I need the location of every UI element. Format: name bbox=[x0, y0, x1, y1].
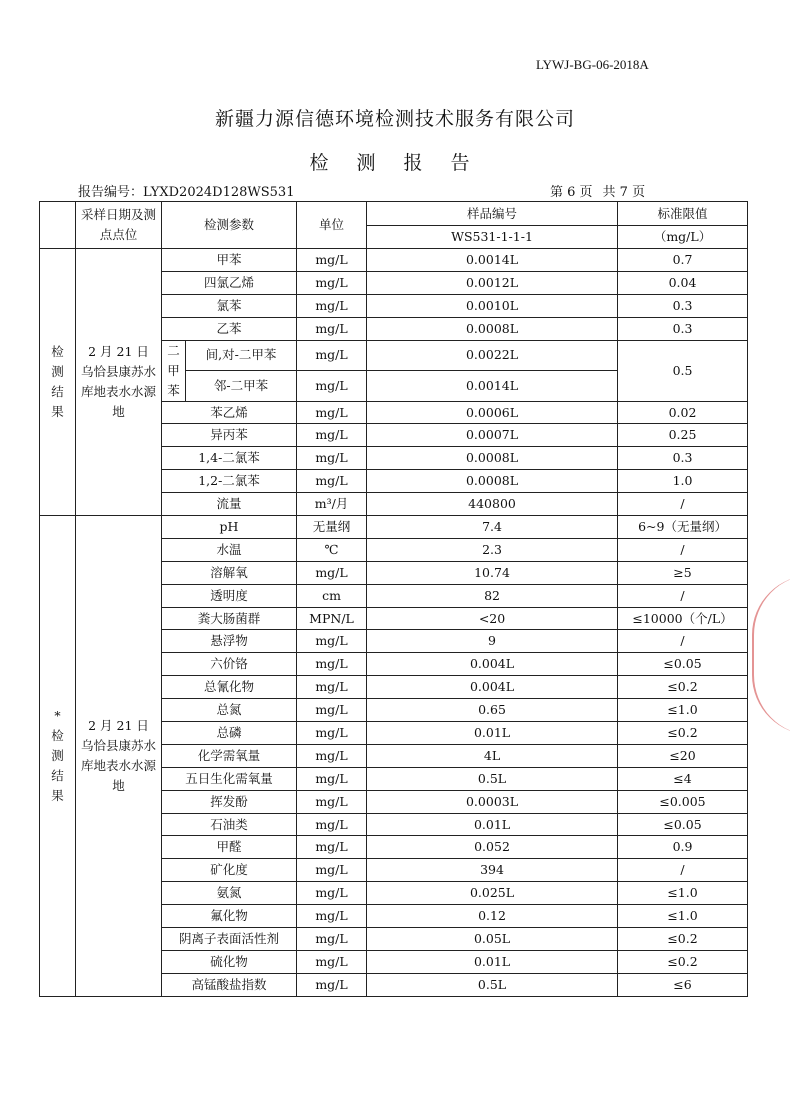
unit-cell: 无量纲 bbox=[297, 516, 367, 539]
unit-cell: mg/L bbox=[297, 813, 367, 836]
value-cell: 0.01L bbox=[367, 722, 618, 745]
unit-cell: mg/L bbox=[297, 317, 367, 340]
limit-cell: ≤4 bbox=[618, 767, 748, 790]
unit-cell: mg/L bbox=[297, 561, 367, 584]
param-cell: 氯苯 bbox=[162, 294, 297, 317]
unit-cell: mg/L bbox=[297, 950, 367, 973]
results-table bbox=[39, 201, 748, 997]
limit-cell: ≤0.2 bbox=[618, 928, 748, 951]
header-sample-no: 样品编号 bbox=[367, 202, 618, 226]
value-cell: 0.12 bbox=[367, 905, 618, 928]
limit-cell: / bbox=[618, 859, 748, 882]
unit-cell: mg/L bbox=[297, 653, 367, 676]
param-cell: 甲苯 bbox=[162, 249, 297, 272]
section1-label bbox=[40, 249, 76, 516]
unit-cell: mg/L bbox=[297, 973, 367, 996]
param-cell: 苯乙烯 bbox=[162, 401, 297, 424]
value-cell: 0.05L bbox=[367, 928, 618, 951]
param-cell: 乙苯 bbox=[162, 317, 297, 340]
value-cell: 0.004L bbox=[367, 676, 618, 699]
unit-cell: mg/L bbox=[297, 424, 367, 447]
header-limit-unit: （mg/L） bbox=[618, 226, 748, 249]
limit-cell: ≤0.2 bbox=[618, 676, 748, 699]
unit-cell: m³/月 bbox=[297, 493, 367, 516]
limit-cell: 0.02 bbox=[618, 401, 748, 424]
header-sample-id: WS531-1-1-1 bbox=[367, 226, 618, 249]
value-cell: 0.0008L bbox=[367, 317, 618, 340]
param-cell: 甲醛 bbox=[162, 836, 297, 859]
unit-cell: mg/L bbox=[297, 271, 367, 294]
header-blank-cell bbox=[40, 202, 76, 249]
param-cell: pH bbox=[162, 516, 297, 539]
value-cell: 0.01L bbox=[367, 813, 618, 836]
param-cell: 1,4-二氯苯 bbox=[162, 447, 297, 470]
unit-cell: mg/L bbox=[297, 905, 367, 928]
limit-cell: / bbox=[618, 630, 748, 653]
limit-cell: ≤0.2 bbox=[618, 722, 748, 745]
param-cell: 总氰化物 bbox=[162, 676, 297, 699]
limit-cell: ≤0.05 bbox=[618, 653, 748, 676]
total-pages: 共 7 页 bbox=[602, 185, 646, 200]
unit-cell: mg/L bbox=[297, 401, 367, 424]
unit-cell: mg/L bbox=[297, 790, 367, 813]
unit-cell: ℃ bbox=[297, 538, 367, 561]
value-cell: 10.74 bbox=[367, 561, 618, 584]
unit-cell: mg/L bbox=[297, 722, 367, 745]
value-cell: 0.01L bbox=[367, 950, 618, 973]
unit-cell: mg/L bbox=[297, 371, 367, 402]
limit-cell: ≤1.0 bbox=[618, 882, 748, 905]
limit-cell: 0.3 bbox=[618, 447, 748, 470]
param-cell: 透明度 bbox=[162, 584, 297, 607]
param-cell: 水温 bbox=[162, 538, 297, 561]
param-cell: 邻-二甲苯 bbox=[186, 371, 297, 402]
param-cell: 石油类 bbox=[162, 813, 297, 836]
value-cell: 82 bbox=[367, 584, 618, 607]
param-cell: 矿化度 bbox=[162, 859, 297, 882]
limit-cell: ≤1.0 bbox=[618, 699, 748, 722]
limit-cell: ≤0.005 bbox=[618, 790, 748, 813]
value-cell: 0.0022L bbox=[367, 340, 618, 371]
limit-cell: 0.3 bbox=[618, 294, 748, 317]
param-cell: 化学需氧量 bbox=[162, 744, 297, 767]
limit-cell: ≤0.05 bbox=[618, 813, 748, 836]
param-cell: 挥发酚 bbox=[162, 790, 297, 813]
table-row bbox=[40, 249, 748, 272]
value-cell: 0.025L bbox=[367, 882, 618, 905]
value-cell: 0.0010L bbox=[367, 294, 618, 317]
value-cell: 0.65 bbox=[367, 699, 618, 722]
unit-cell: mg/L bbox=[297, 767, 367, 790]
param-cell: 高锰酸盐指数 bbox=[162, 973, 297, 996]
report-number: 报告编号：LYXD2024D128WS531 bbox=[78, 185, 295, 200]
unit-cell: mg/L bbox=[297, 249, 367, 272]
limit-cell: / bbox=[618, 538, 748, 561]
param-cell: 1,2-二氯苯 bbox=[162, 470, 297, 493]
unit-cell: mg/L bbox=[297, 744, 367, 767]
value-cell: 4L bbox=[367, 744, 618, 767]
unit-cell: mg/L bbox=[297, 699, 367, 722]
value-cell: 0.0014L bbox=[367, 249, 618, 272]
value-cell: 0.0008L bbox=[367, 470, 618, 493]
unit-cell: mg/L bbox=[297, 294, 367, 317]
unit-cell: mg/L bbox=[297, 340, 367, 371]
param-cell: 异丙苯 bbox=[162, 424, 297, 447]
param-cell: 溶解氧 bbox=[162, 561, 297, 584]
param-cell: 间,对-二甲苯 bbox=[186, 340, 297, 371]
param-cell: 悬浮物 bbox=[162, 630, 297, 653]
value-cell: 0.0007L bbox=[367, 424, 618, 447]
param-cell: 四氯乙烯 bbox=[162, 271, 297, 294]
value-cell: 7.4 bbox=[367, 516, 618, 539]
param-cell: 硫化物 bbox=[162, 950, 297, 973]
limit-cell: 0.5 bbox=[618, 340, 748, 401]
report-title: 检 测 报 告 bbox=[309, 152, 481, 174]
param-cell: 总磷 bbox=[162, 722, 297, 745]
limit-cell: ≤10000（个/L） bbox=[618, 607, 748, 630]
header-param: 检测参数 bbox=[162, 202, 297, 249]
unit-cell: MPN/L bbox=[297, 607, 367, 630]
param-cell: 总氮 bbox=[162, 699, 297, 722]
header-limit: 标准限值 bbox=[618, 202, 748, 226]
document-code: LYWJ-BG-06-2018A bbox=[536, 57, 649, 72]
value-cell: 0.5L bbox=[367, 973, 618, 996]
limit-cell: ≤0.2 bbox=[618, 950, 748, 973]
table-row bbox=[40, 516, 748, 539]
value-cell: 0.0012L bbox=[367, 271, 618, 294]
header-unit: 单位 bbox=[297, 202, 367, 249]
limit-cell: 0.9 bbox=[618, 836, 748, 859]
section1-location: 2 月 21 日 乌恰县康苏水库地表水水源地 bbox=[76, 249, 162, 516]
unit-cell: cm bbox=[297, 584, 367, 607]
value-cell: 0.052 bbox=[367, 836, 618, 859]
value-cell: 0.0008L bbox=[367, 447, 618, 470]
xylene-group bbox=[162, 340, 186, 401]
limit-cell: ≥5 bbox=[618, 561, 748, 584]
param-cell: 阴离子表面活性剂 bbox=[162, 928, 297, 951]
unit-cell: mg/L bbox=[297, 676, 367, 699]
param-cell: 五日生化需氧量 bbox=[162, 767, 297, 790]
unit-cell: mg/L bbox=[297, 882, 367, 905]
section2-location: 2 月 21 日 乌恰县康苏水库地表水水源地 bbox=[76, 516, 162, 997]
value-cell: 394 bbox=[367, 859, 618, 882]
header-sampling: 采样日期及测点点位 bbox=[76, 202, 162, 249]
limit-cell: 0.25 bbox=[618, 424, 748, 447]
limit-cell: / bbox=[618, 584, 748, 607]
value-cell: 0.0014L bbox=[367, 371, 618, 402]
value-cell: 9 bbox=[367, 630, 618, 653]
param-cell: 粪大肠菌群 bbox=[162, 607, 297, 630]
limit-cell: 6~9（无量纲） bbox=[618, 516, 748, 539]
limit-cell: 0.7 bbox=[618, 249, 748, 272]
unit-cell: mg/L bbox=[297, 836, 367, 859]
unit-cell: mg/L bbox=[297, 470, 367, 493]
param-cell: 氨氮 bbox=[162, 882, 297, 905]
page-info bbox=[550, 181, 655, 200]
value-cell: 0.004L bbox=[367, 653, 618, 676]
section2-label bbox=[40, 516, 76, 997]
value-cell: 440800 bbox=[367, 493, 618, 516]
limit-cell: ≤1.0 bbox=[618, 905, 748, 928]
section1-label-text: 检测结果 bbox=[51, 344, 64, 419]
page-number: 第 6 页 bbox=[550, 185, 593, 200]
param-cell: 六价铬 bbox=[162, 653, 297, 676]
unit-cell: mg/L bbox=[297, 447, 367, 470]
param-cell: 氟化物 bbox=[162, 905, 297, 928]
unit-cell: mg/L bbox=[297, 630, 367, 653]
red-seal-stamp bbox=[752, 575, 790, 735]
limit-cell: ≤6 bbox=[618, 973, 748, 996]
company-name: 新疆力源信德环境检测技术服务有限公司 bbox=[214, 108, 575, 130]
limit-cell: / bbox=[618, 493, 748, 516]
limit-cell: 0.04 bbox=[618, 271, 748, 294]
unit-cell: mg/L bbox=[297, 859, 367, 882]
value-cell: <20 bbox=[367, 607, 618, 630]
value-cell: 2.3 bbox=[367, 538, 618, 561]
unit-cell: mg/L bbox=[297, 928, 367, 951]
param-cell: 流量 bbox=[162, 493, 297, 516]
value-cell: 0.0006L bbox=[367, 401, 618, 424]
section2-label-text: *检测结果 bbox=[51, 707, 64, 803]
value-cell: 0.5L bbox=[367, 767, 618, 790]
value-cell: 0.0003L bbox=[367, 790, 618, 813]
xylene-group-label: 二甲苯 bbox=[167, 342, 180, 398]
header-row bbox=[40, 202, 748, 226]
limit-cell: 0.3 bbox=[618, 317, 748, 340]
limit-cell: ≤20 bbox=[618, 744, 748, 767]
limit-cell: 1.0 bbox=[618, 470, 748, 493]
